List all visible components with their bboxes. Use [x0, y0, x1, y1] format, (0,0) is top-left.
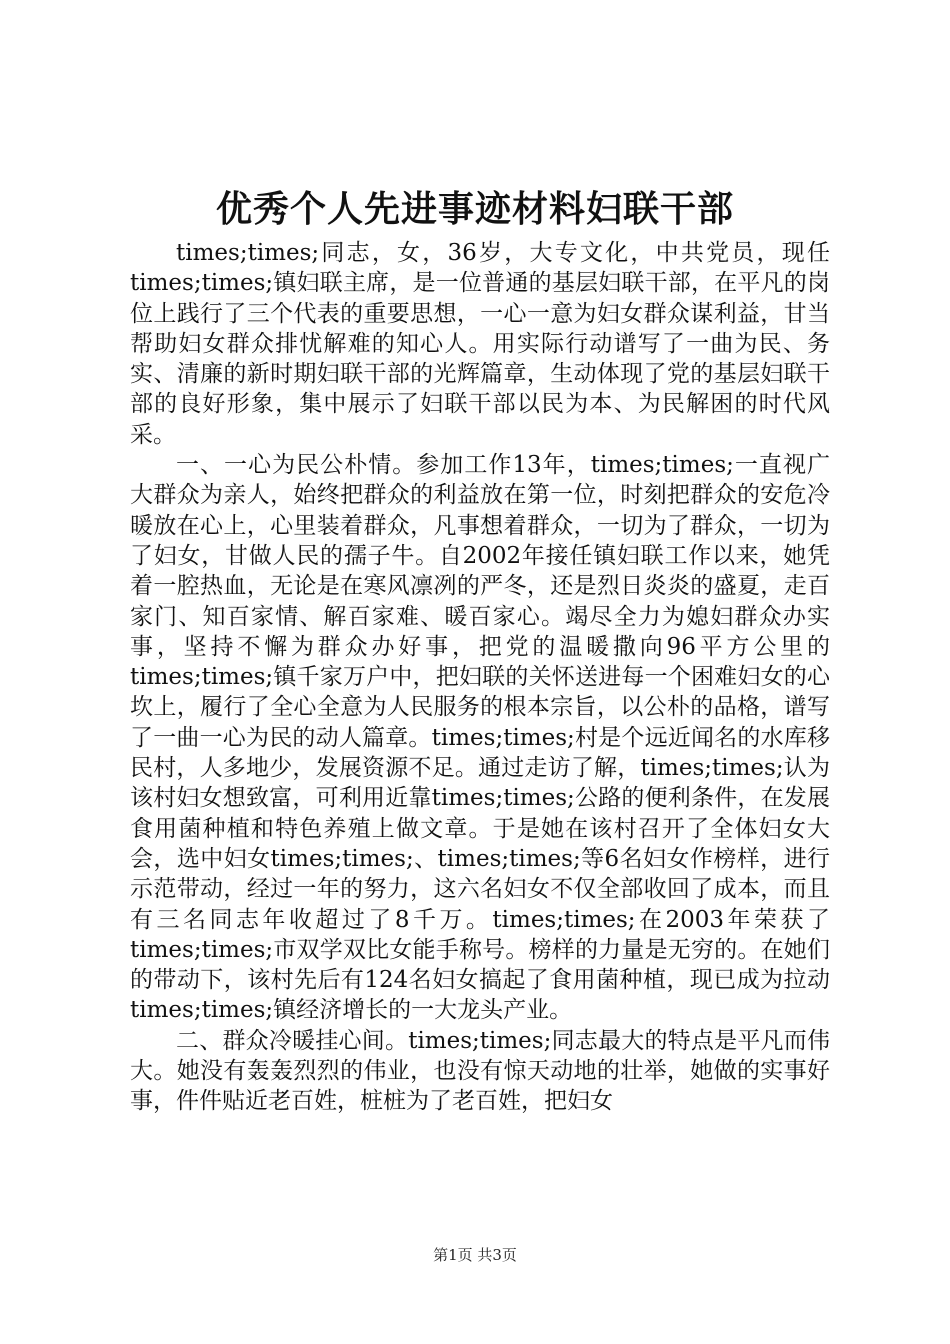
paragraph-section-1: 一、一心为民公朴情。参加工作13年，times;times;一直视广大群众为亲人，始终把群众的利益放在第一位，时刻把群众的安危冷暖放在心上，心里装着群众，凡事想着群众，一切为了群众，一切为了妇女，甘做人民的孺子牛。自2002年接任镇妇联工作以来，她凭着一腔热血，无论是在寒风凛冽的严冬，还是烈日炎炎的盛夏，走百家门、知百家情、解百家难、暖百家心。竭尽全力为媳妇群众办实事，坚持不懈为群众办好事，把党的温暖撒向96平方公里的times;times;镇千家万户中，把妇联的关怀送进每一个困难妇女的心坎上，履行了全心全意为人民服务的根本宗旨，以公朴的品格，谱写了一曲一心为民的动人篇章。times;times;村是个远近闻名的水库移民村，人多地少，发展资源不足。通过走访了解，times;times;认为该村妇女想致富，可利用近靠times;times;公路的便利条件，在发展食用菌种植和特色养殖上做文章。于是她在该村召开了全体妇女大会，选中妇女times;times;、times;times;等6名妇女作榜样，进行示范带动，经过一年的努力，这六名妇女不仅全部收回了成本，而且有三名同志年收超过了8千万。times;times;在2003年荣获了times;times;市双学双比女能手称号。榜样的力量是无穷的。在她们的带动下，该村先后有124名妇女搞起了食用菌种植，现已成为拉动times;times;镇经济增长的一大龙头产业。 [130, 452, 830, 1024]
document-title: 优秀个人先进事迹材料妇联干部 [215, 188, 734, 230]
paragraph-intro: times;times;同志，女，36岁，大专文化，中共党员，现任times;times;镇妇联主席，是一位普通的基层妇联干部，在平凡的岗位上践行了三个代表的重要思想，一心一意为妇女群众谋利益，甘当帮助妇女群众排忧解难的知心人。用实际行动谱写了一曲为民、务实、清廉的新时期妇联干部的光辉篇章，生动体现了党的基层妇联干部的良好形象，集中展示了妇联干部以民为本、为民解困的时代风采。 [130, 240, 830, 448]
page-number-footer: 第1页 共3页 [433, 1246, 517, 1264]
paragraph-section-2: 二、群众冷暖挂心间。times;times;同志最大的特点是平凡而伟大。她没有轰轰烈烈的伟业，也没有惊天动地的壮举，她做的实事好事，件件贴近老百姓，桩桩为了老百姓，把妇女 [130, 1027, 830, 1115]
document-body [130, 238, 830, 1117]
